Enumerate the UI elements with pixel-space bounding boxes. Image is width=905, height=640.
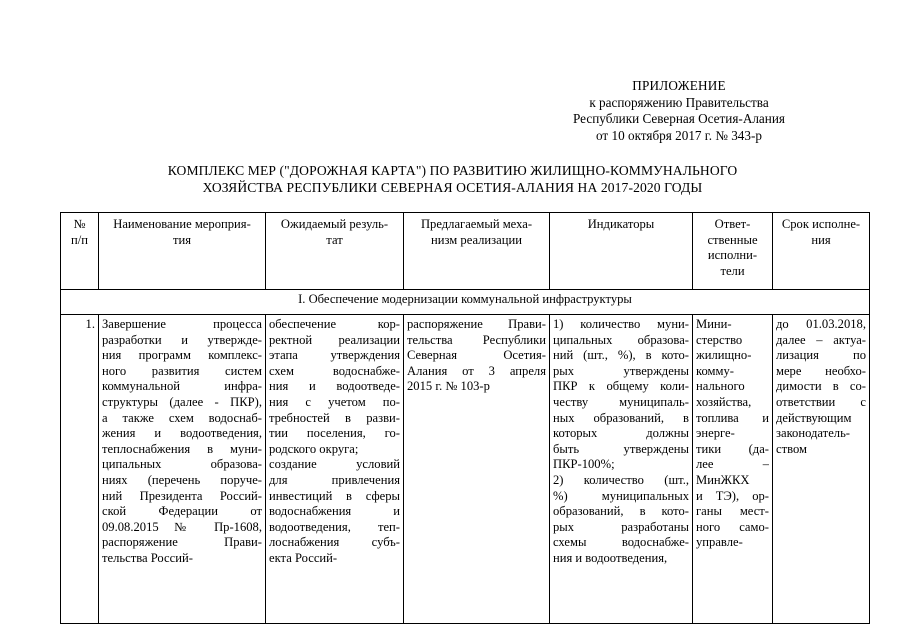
cell-line: схем водоснабже- (269, 363, 400, 378)
cell-line: димости в со- (776, 379, 866, 394)
cell-line: распоряжение Прави- (407, 317, 546, 331)
cell-line: которых должны (553, 426, 689, 441)
cell-line: теплоснабжения в муни- (102, 441, 262, 456)
cell-line: Мини- (696, 317, 732, 331)
cell-line: ния программ комплекс- (102, 348, 262, 363)
cell-line: водоснабжения и (269, 504, 400, 519)
result-cell (266, 315, 404, 624)
header-cell-result: Ожидаемый резуль- тат (266, 213, 404, 290)
cell-line: создание условий (269, 457, 400, 472)
section-row (61, 290, 870, 315)
indicators-cell (550, 315, 693, 624)
cell-line: честву муниципаль- (553, 394, 689, 409)
cell-line: этапа утверждения (269, 348, 400, 363)
cell-line: лоснабжения субъ- (269, 535, 400, 550)
header-cell-num: № п/п (61, 213, 99, 290)
cell-line: хозяйства, (696, 394, 752, 409)
appendix-line: от 10 октября 2017 г. № 343-р (596, 127, 762, 143)
cell-line: структуры (далее - ПКР), (102, 394, 262, 409)
cell-line: быть утверждены (553, 441, 689, 456)
cell-line: законодатель- (776, 426, 850, 441)
cell-line: тельства Республики (407, 332, 546, 347)
section-heading: I. Обеспечение модернизации коммунальной инфраструктуры (61, 290, 870, 315)
appendix-line: Республики Северная Осетия-Алания (573, 111, 785, 126)
cell-line: действующим (776, 410, 852, 425)
cell-line: коммунальной инфра- (102, 379, 262, 394)
header-cell-deadline: Срок исполне- ния (773, 213, 870, 290)
cell-line: Завершение процесса (102, 317, 262, 331)
cell-line: обеспечение кор- (269, 317, 400, 331)
cell-line: ректной реализации (269, 332, 400, 347)
cell-line: ством (776, 441, 807, 456)
cell-line: комму- (696, 363, 734, 378)
deadline-cell (773, 315, 870, 624)
document-title (60, 162, 845, 196)
cell-line: ниях (перечень поруче- (102, 472, 262, 487)
cell-line: для привлечения (269, 472, 400, 487)
cell-line: 09.08.2015 № Пр-1608, (102, 519, 262, 534)
cell-line: ний (шт., %), в кото- (553, 348, 689, 363)
cell-line: мере необхо- (776, 363, 866, 378)
cell-line: образований, в кото- (553, 504, 689, 519)
cell-line: управле- (696, 535, 743, 550)
cell-line: %) муниципальных (553, 488, 689, 503)
cell-line: ного само- (696, 519, 769, 534)
cell-line: ципальных образова- (102, 457, 262, 472)
header-cell-responsible: Ответ- ственные исполни- тели (693, 213, 773, 290)
cell-line: водоотведения, теп- (269, 519, 400, 534)
cell-line: ПКР к общему коли- (553, 379, 689, 394)
header-row (61, 213, 870, 290)
cell-line: екта Россий- (269, 550, 338, 565)
cell-line: ний Президента Россий- (102, 488, 262, 503)
cell-line: схемы водоснабже- (553, 535, 689, 550)
cell-line: ния с учетом по- (269, 394, 400, 409)
table-row (61, 315, 870, 624)
cell-line: 1) количество муни- (553, 317, 689, 331)
cell-line: родского округа; (269, 441, 359, 456)
mechanism-cell (404, 315, 550, 624)
roadmap-table (60, 212, 870, 624)
appendix-heading: ПРИЛОЖЕНИЕ (632, 78, 726, 93)
responsible-cell (693, 315, 773, 624)
header-cell-measure: Наименование мероприя- тия (99, 213, 266, 290)
cell-line: тельства Россий- (102, 550, 193, 565)
cell-line: ответствии с (776, 394, 866, 409)
measure-cell (99, 315, 266, 624)
cell-line: ния и водоотведе- (269, 379, 400, 394)
cell-line: а также схем водоснаб- (102, 410, 262, 425)
cell-line: далее – актуа- (776, 332, 866, 347)
cell-line: МинЖКХ (696, 472, 750, 487)
cell-line: ципальных образова- (553, 332, 689, 347)
cell-line: ганы мест- (696, 504, 769, 519)
cell-line: требностей в разви- (269, 410, 400, 425)
cell-line: рых разработаны (553, 519, 689, 534)
cell-line: ПКР-100%; (553, 457, 615, 472)
cell-line: ния и водоотведения, (553, 550, 668, 565)
cell-line: и ТЭ), ор- (696, 488, 769, 503)
cell-line: 2015 г. № 103-р (407, 379, 490, 394)
cell-line: до 01.03.2018, (776, 317, 866, 331)
cell-line: Северная Осетия- (407, 348, 546, 363)
appendix-line: к распоряжению Правительства (589, 94, 769, 110)
cell-line: ской Федерации от (102, 504, 262, 519)
cell-line: жения и водоотведения, (102, 426, 262, 441)
title-line: КОМПЛЕКС МЕР ("ДОРОЖНАЯ КАРТА") ПО РАЗВИТИЮ ЖИЛИЩНО-КОММУНАЛЬНОГО (167, 163, 738, 178)
cell-line: ных образований, в (553, 410, 689, 425)
cell-line: тики (да- (696, 441, 769, 456)
cell-line: лее – (696, 457, 769, 472)
cell-line: энерге- (696, 426, 735, 441)
cell-line: 2) количество (шт., (553, 472, 689, 487)
cell-line: Алания от 3 апреля (407, 363, 546, 378)
cell-line: нального (696, 379, 745, 394)
cell-line: рых утверждены (553, 363, 689, 378)
cell-line: разработки и утвержде- (102, 332, 262, 347)
header-cell-indicators: Индикаторы (550, 213, 693, 290)
cell-line: жилищно- (696, 348, 752, 363)
title-line: ХОЗЯЙСТВА РЕСПУБЛИКИ СЕВЕРНАЯ ОСЕТИЯ-АЛАНИЯ НА 2017-2020 ГОДЫ (202, 180, 703, 195)
cell-line: распоряжение Прави- (102, 535, 262, 550)
cell-line: топлива и (696, 410, 769, 425)
cell-line: ного развития систем (102, 363, 262, 378)
cell-line: стерство (696, 332, 743, 347)
cell-line: инвестиций в сферы (269, 488, 400, 503)
row-number: 1. (61, 315, 99, 624)
cell-line: лизация по (776, 348, 866, 363)
cell-line: тии поселения, го- (269, 426, 400, 441)
appendix-block (549, 78, 809, 144)
header-cell-mechanism: Предлагаемый меха- низм реализации (404, 213, 550, 290)
